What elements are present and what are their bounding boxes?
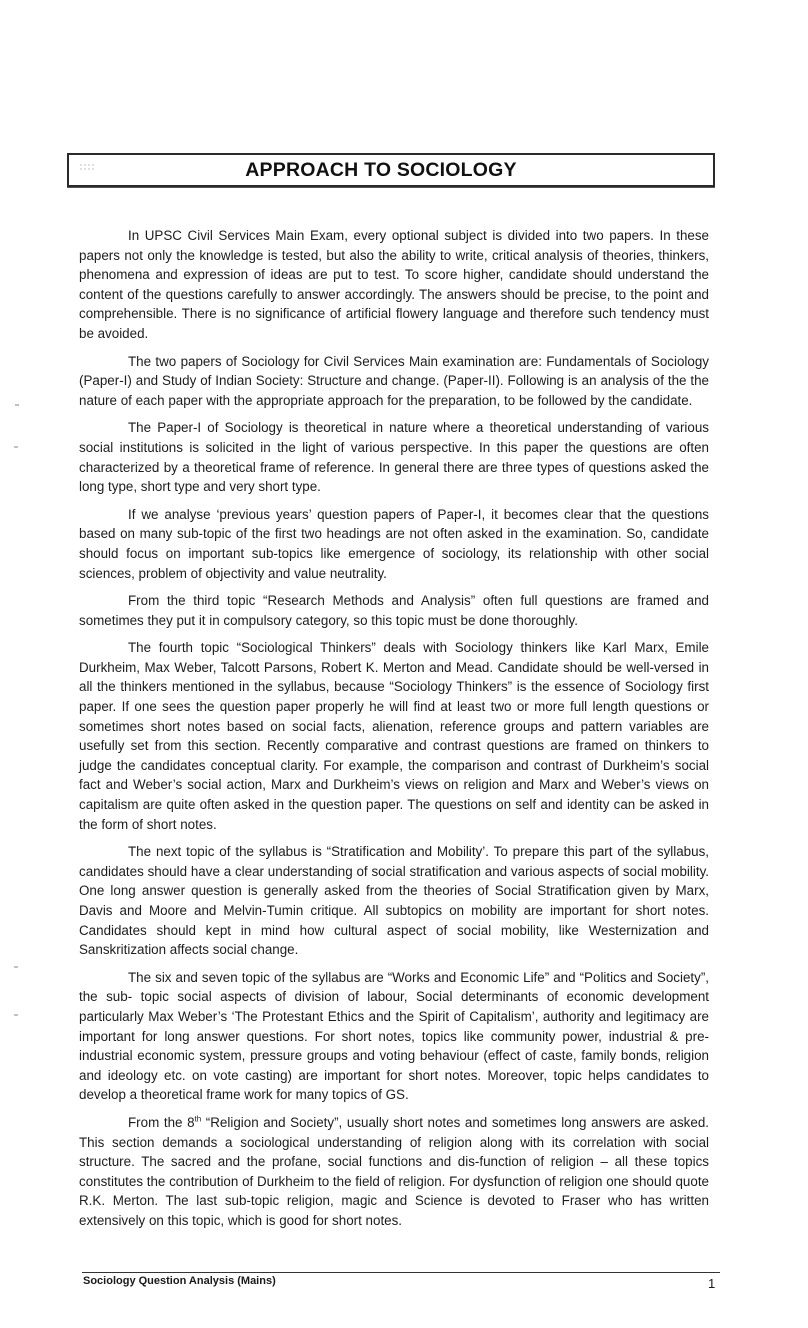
paragraph-research-methods: From the third topic “Research Methods and Analysis” often full questions are framed and sometimes they put it in compulsory category, so this topic must be done thoroughly. <box>79 593 709 628</box>
scan-speck <box>79 163 95 171</box>
scan-mark <box>14 446 18 448</box>
paragraph-intro: In UPSC Civil Services Main Exam, every optional subject is divided into two papers. In these papers not only the knowledge is tested, but also the ability to write, critical analysis of theories, thinkers, phenomena and expression of ideas are put to test. To score higher, candidate should understand the content of the questions carefully to answer accordingly. The answers should be precise, to the point and comprehensible. There is no significance of artificial flowery language and therefore such tendency must be avoided. <box>79 228 709 341</box>
footer-book-title: Sociology Question Analysis (Mains) <box>83 1275 276 1287</box>
ordinal-superscript: th <box>194 1114 202 1124</box>
page-number: 1 <box>708 1276 716 1291</box>
religion-prefix: From the 8 <box>128 1114 195 1130</box>
body-text <box>79 226 709 1239</box>
paragraph-paper-one: The Paper-I of Sociology is theoretical in nature where a theoretical understanding of various social institutions is solicited in the light of various perspective. In this paper the questions are often characterized by a theoretical frame of reference. In general there are three types of questions asked the long type, short type and very short type. <box>79 420 709 495</box>
paragraph-economic-political: The six and seven topic of the syllabus are “Works and Economic Life” and “Politics and Society”, the sub- topic social aspects of division of labour, Social determinants of economic development particularly Max Weber’s ‘The Protestant Ethics and the Spirit of Capitalism’, authority and legitimacy are important for long answer questions. For short notes, topics like community power, industrial & pre-industrial economic system, pressure groups and voting behaviour (effect of caste, family bonds, religion and ideology etc. on vote casting) are important for short notes. Moreover, topic helps candidates to develop a theoretical frame work for many topics of GS. <box>79 969 709 1103</box>
scan-mark <box>14 966 18 968</box>
religion-rest: “Religion and Society”, usually short notes and sometimes long answers are asked. This section demands a sociological understanding of religion along with its correlation with social structure. The sacred and the profane, social functions and dis-function of religion – all these topics constitutes the contribution of Durkheim to the field of religion. For dysfunction of religion one should quote R.K. Merton. The last sub-topic religion, magic and Science is devoted to Fraser who has written extensively on this topic, which is good for short notes. <box>79 1114 709 1228</box>
paragraph-previous-years: If we analyse ‘previous years’ question papers of Paper-I, it becomes clear that the questions based on many sub-topic of the first two headings are not often asked in the examination. So, candidate should focus on important sub-topics like emergence of sociology, its relationship with other social sciences, problem of objectivity and value neutrality. <box>79 506 709 581</box>
paragraph-religion <box>79 1113 709 1231</box>
paragraph-stratification: The next topic of the syllabus is “Stratification and Mobility’. To prepare this part of the syllabus, candidates should have a clear understanding of social stratification and various aspects of social mobility. One long answer question is generally asked from the theories of Social Stratification given by Marx, Davis and Moore and Melvin-Tumin critique. All subtopics on mobility are important for short notes. Candidates should kept in mind how cultural aspect of social mobility, like Westernization and Sanskritization affects social change. <box>79 844 709 958</box>
scan-mark <box>15 404 19 406</box>
title-box <box>67 153 715 187</box>
paragraph-two-papers: The two papers of Sociology for Civil Services Main examination are: Fundamentals of Sociology (Paper-I) and Study of Indian Society: Structure and change. (Paper-II). Following is an analysis of the the nature of each paper with the appropriate approach for the preparation, to be followed by the candidate. <box>79 353 709 408</box>
page-title: APPROACH TO SOCIOLOGY <box>245 158 517 181</box>
scan-mark <box>14 1014 18 1016</box>
paragraph-sociological-thinkers: The fourth topic “Sociological Thinkers” deals with Sociology thinkers like Karl Marx, Emile Durkheim, Max Weber, Talcott Parsons, Robert K. Merton and Mead. Candidate should be well-versed in all the thinkers mentioned in the syllabus, because “Sociology Thinkers” is the essence of Sociology first paper. If one sees the question paper properly he will find at least two or more full length questions or sometimes short notes based on social facts, alienation, reference groups and pattern variables are usefully set from this section. Recently comparative and contrast questions are framed on thinkers to judge the candidates conceptual clarity. For example, the comparison and contrast of Durkheim’s social fact and Weber’s social action, Marx and Durkheim’s views on religion and Marx and Weber’s views on capitalism are quite often asked in the question paper. The questions on self and identity can be asked in the form of short notes. <box>79 640 709 832</box>
footer-divider <box>82 1272 720 1273</box>
